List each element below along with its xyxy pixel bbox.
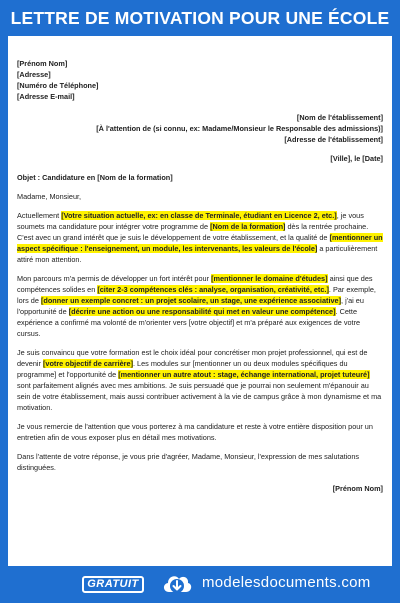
sender-phone: [Numéro de Téléphone]: [17, 81, 99, 90]
free-badge: GRATUIT: [82, 576, 144, 593]
paragraph-3: Je suis convaincu que votre formation est le choix idéal pour concrétiser mon projet professionnel, qui est de devenir [votre objectif de carrière]. Les modules sur [mentionner un ou deux modules spécifiques du programme] et l'opportunité de [mentionner un autre atout : stage, échange international, projet tuteuré] sont parfaitement alignés avec mes ambitions. Je suis persuadé que je pourrai non seulement m'épanouir au sein de votre établissement, mais aussi contribuer activement à la vie de campus grâce à mon dynamisme et ma motivation.: [17, 348, 382, 412]
salutation: Madame, Monsieur,: [17, 192, 82, 201]
cloud-download-icon[interactable]: [160, 568, 194, 598]
sender-address: [Adresse]: [17, 70, 51, 79]
paragraph-5: Dans l'attente de votre réponse, je vous prie d'agréer, Madame, Monsieur, l'expression de mes salutations distinguées.: [17, 452, 360, 472]
signature: [Prénom Nom]: [332, 484, 383, 493]
paragraph-1: Actuellement [Votre situation actuelle, ex: en classe de Terminale, étudiant en Licence 2, etc.], je vous soumets ma candidature pour intégrer votre programme de [Nom de la formation] dès la rentrée prochaine. C'est avec un grand intérêt que je suis le développement de votre établissement, et la qualité de [mentionner un aspect spécifique : l'enseignement, un module, les intervenants, les valeurs de l'école] a particulièrement attiré mon attention.: [17, 211, 383, 264]
footer: [0, 566, 400, 600]
sender-block: [17, 58, 383, 102]
paragraph-2: Mon parcours m'a permis de développer un fort intérêt pour [mentionner le domaine d'études] ainsi que des compétences solides en [citer 2-3 compétences clés : analyse, organisation, créativité, etc.]. Par exemple, lors de [donner un exemple concret : un projet scolaire, un stage, une expérience associative], j'ai eu l'opportunité de [décrire une action ou une responsabilité qui met en valeur une compétence]. Cette expérience a confirmé ma volonté de m'orienter vers [votre objectif] et m'a préparé aux exigences de votre cursus.: [17, 274, 376, 338]
letter-document: [8, 36, 392, 566]
recipient-block: [17, 112, 383, 164]
letter-object: Objet : Candidature en [Nom de la formation]: [17, 173, 173, 182]
paragraph-4: Je vous remercie de l'attention que vous porterez à ma candidature et reste à votre entière disposition pour un entretien afin de vous exposer plus en détail mes motivations.: [17, 422, 373, 442]
sender-email: [Adresse E-mail]: [17, 92, 75, 101]
site-link[interactable]: modelesdocuments.com: [202, 574, 371, 591]
page-title: LETTRE DE MOTIVATION POUR UNE ÉCOLE: [10, 8, 390, 28]
place-date: [Ville], le [Date]: [330, 154, 383, 163]
sender-name: [Prénom Nom]: [17, 59, 68, 68]
recipient-address: [Adresse de l'établissement]: [284, 135, 383, 144]
recipient-attention: [À l'attention de (si connu, ex: Madame/Monsieur le Responsable des admissions)]: [96, 124, 383, 133]
recipient-name: [Nom de l'établissement]: [296, 113, 383, 122]
